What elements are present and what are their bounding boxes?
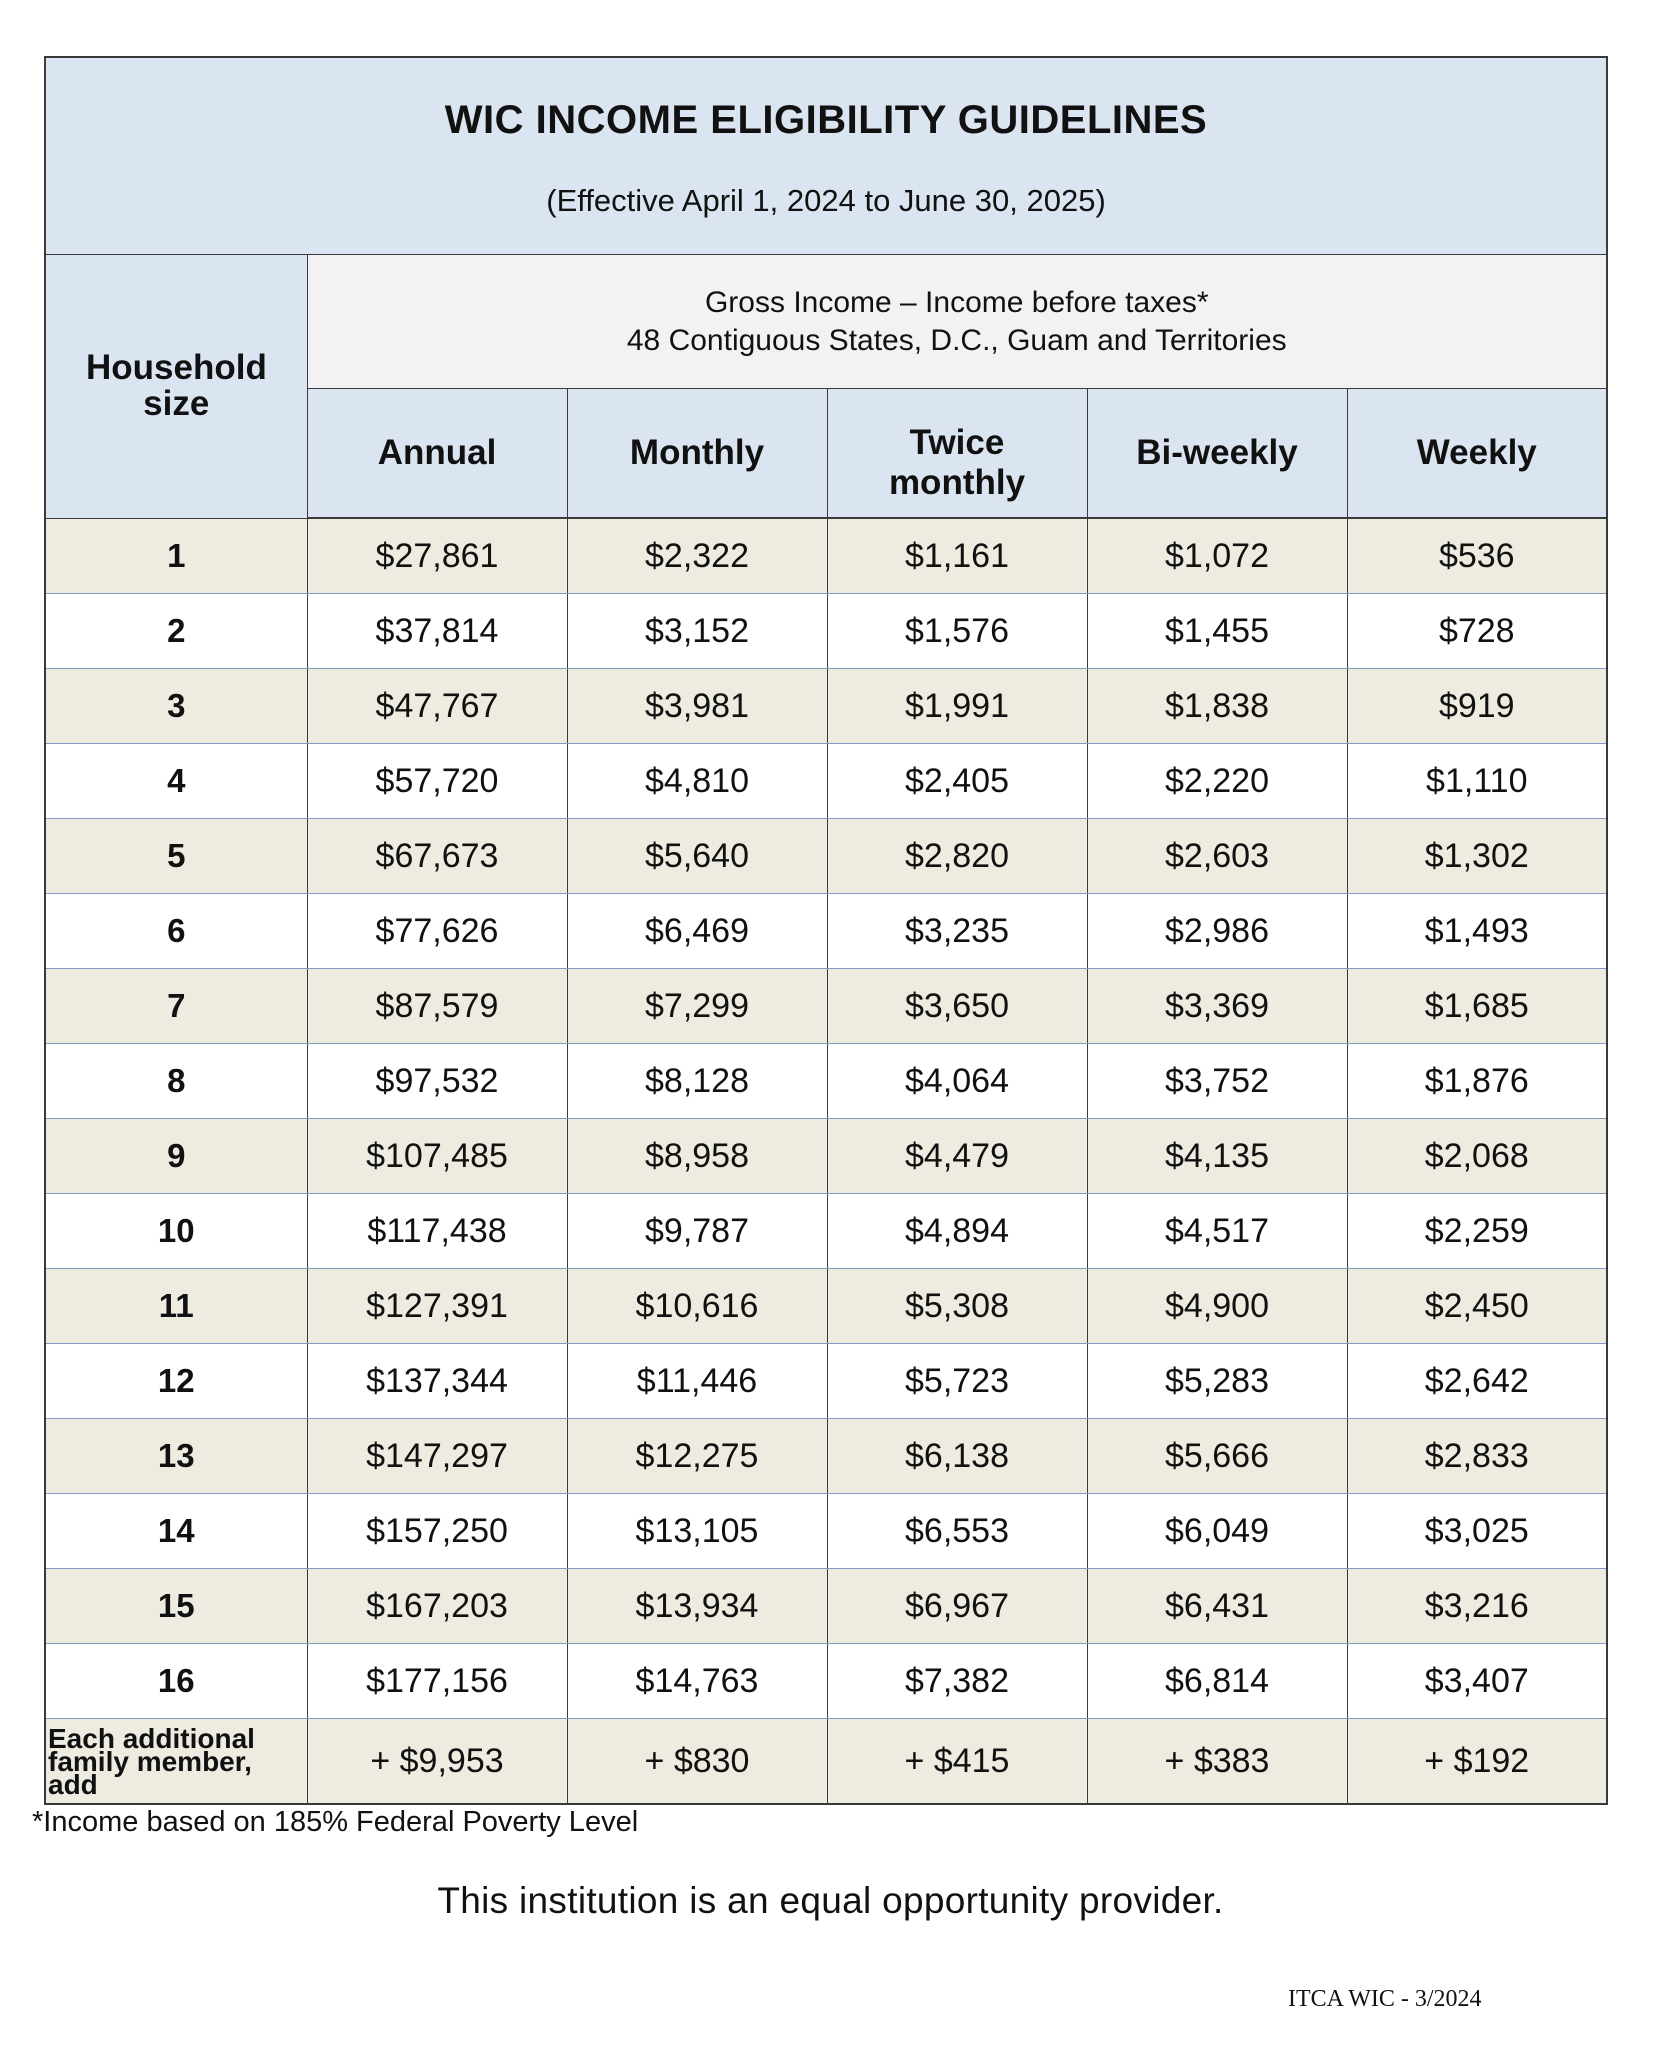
income-cell: $2,220 [1087, 744, 1347, 819]
table-row [45, 1269, 1607, 1344]
table-row [45, 1044, 1607, 1119]
household-size-cell: 10 [45, 1194, 307, 1269]
income-cell: $3,369 [1087, 969, 1347, 1044]
income-cell: $2,642 [1347, 1344, 1607, 1419]
income-cell: $3,152 [567, 594, 827, 669]
household-size-cell: 3 [45, 669, 307, 744]
column-header-bi-weekly: Bi-weekly [1087, 389, 1347, 519]
column-header-twice-monthly [827, 389, 1087, 519]
income-cell: $4,900 [1087, 1269, 1347, 1344]
income-cell: $7,299 [567, 969, 827, 1044]
income-cell: $3,025 [1347, 1494, 1607, 1569]
income-cell: $11,446 [567, 1344, 827, 1419]
table-row [45, 1194, 1607, 1269]
table-row [45, 894, 1607, 969]
column-header-twice-monthly-label: Twice monthly [888, 423, 1026, 502]
household-size-cell: 14 [45, 1494, 307, 1569]
income-cell: $1,493 [1347, 894, 1607, 969]
household-size-cell: 15 [45, 1569, 307, 1644]
income-cell: $2,986 [1087, 894, 1347, 969]
income-cell: $67,673 [307, 819, 567, 894]
equal-opportunity-statement: This institution is an equal opportunity provider. [437, 1880, 1224, 1921]
income-cell: $177,156 [307, 1644, 567, 1719]
household-size-cell: 13 [45, 1419, 307, 1494]
table-row [45, 518, 1607, 594]
income-cell: $3,981 [567, 669, 827, 744]
income-cell: $4,064 [827, 1044, 1087, 1119]
income-cell: $6,814 [1087, 1644, 1347, 1719]
income-cell: $13,105 [567, 1494, 827, 1569]
household-size-cell: 9 [45, 1119, 307, 1194]
income-cell: $2,405 [827, 744, 1087, 819]
household-size-cell: 5 [45, 819, 307, 894]
footnote: *Income based on 185% Federal Poverty Level [32, 1806, 639, 1838]
column-header-monthly: Monthly [567, 389, 827, 519]
income-cell: $6,967 [827, 1569, 1087, 1644]
income-cell: $1,161 [827, 518, 1087, 594]
income-cell: $127,391 [307, 1269, 567, 1344]
income-cell: $1,576 [827, 594, 1087, 669]
table-row [45, 1644, 1607, 1719]
additional-member-label: Each additional family member, add [45, 1719, 307, 1805]
column-header-annual: Annual [307, 389, 567, 519]
guidelines-sheet [44, 56, 1606, 1805]
income-cell: $1,072 [1087, 518, 1347, 594]
income-cell: $1,685 [1347, 969, 1607, 1044]
table-row [45, 1344, 1607, 1419]
table-row [45, 669, 1607, 744]
household-size-cell: 8 [45, 1044, 307, 1119]
household-size-cell: 12 [45, 1344, 307, 1419]
income-cell: $47,767 [307, 669, 567, 744]
gross-income-header [307, 255, 1607, 389]
income-cell: $6,049 [1087, 1494, 1347, 1569]
column-header-weekly: Weekly [1347, 389, 1607, 519]
income-cell: $8,128 [567, 1044, 827, 1119]
income-cell: $2,068 [1347, 1119, 1607, 1194]
table-row [45, 819, 1607, 894]
income-cell: $107,485 [307, 1119, 567, 1194]
title-block [45, 57, 1607, 255]
income-cell: $137,344 [307, 1344, 567, 1419]
household-size-cell: 6 [45, 894, 307, 969]
income-cell: $4,894 [827, 1194, 1087, 1269]
income-cell: $27,861 [307, 518, 567, 594]
income-cell: $728 [1347, 594, 1607, 669]
income-cell: $1,991 [827, 669, 1087, 744]
additional-member-cell: + $415 [827, 1719, 1087, 1805]
table-row [45, 1419, 1607, 1494]
table-row [45, 1119, 1607, 1194]
table-row [45, 594, 1607, 669]
income-cell: $1,455 [1087, 594, 1347, 669]
income-cell: $1,876 [1347, 1044, 1607, 1119]
income-cell: $3,235 [827, 894, 1087, 969]
income-cell: $6,553 [827, 1494, 1087, 1569]
household-size-cell: 11 [45, 1269, 307, 1344]
income-cell: $157,250 [307, 1494, 567, 1569]
income-cell: $2,322 [567, 518, 827, 594]
table-row [45, 969, 1607, 1044]
income-cell: $7,382 [827, 1644, 1087, 1719]
additional-member-row [45, 1719, 1607, 1805]
income-cell: $6,138 [827, 1419, 1087, 1494]
income-cell: $3,216 [1347, 1569, 1607, 1644]
income-cell: $5,640 [567, 819, 827, 894]
income-cell: $117,438 [307, 1194, 567, 1269]
table-row [45, 1494, 1607, 1569]
income-cell: $37,814 [307, 594, 567, 669]
income-cell: $3,650 [827, 969, 1087, 1044]
income-cell: $6,469 [567, 894, 827, 969]
income-cell: $77,626 [307, 894, 567, 969]
income-cell: $8,958 [567, 1119, 827, 1194]
income-cell: $167,203 [307, 1569, 567, 1644]
income-cell: $5,308 [827, 1269, 1087, 1344]
income-cell: $4,810 [567, 744, 827, 819]
income-cell: $2,259 [1347, 1194, 1607, 1269]
additional-member-cell: + $9,953 [307, 1719, 567, 1805]
income-cell: $14,763 [567, 1644, 827, 1719]
income-cell: $5,666 [1087, 1419, 1347, 1494]
document-title: WIC INCOME ELIGIBILITY GUIDELINES [444, 97, 1208, 142]
income-cell: $919 [1347, 669, 1607, 744]
household-size-cell: 16 [45, 1644, 307, 1719]
gross-income-line2: 48 Contiguous States, D.C., Guam and Territories [626, 323, 1287, 357]
income-cell: $2,820 [827, 819, 1087, 894]
income-cell: $147,297 [307, 1419, 567, 1494]
income-cell: $4,135 [1087, 1119, 1347, 1194]
table-body [45, 518, 1607, 1804]
income-cell: $12,275 [567, 1419, 827, 1494]
household-size-cell: 4 [45, 744, 307, 819]
income-cell: $3,407 [1347, 1644, 1607, 1719]
income-cell: $1,110 [1347, 744, 1607, 819]
income-cell: $2,833 [1347, 1419, 1607, 1494]
income-cell: $1,838 [1087, 669, 1347, 744]
additional-member-cell: + $830 [567, 1719, 827, 1805]
income-cell: $87,579 [307, 969, 567, 1044]
income-eligibility-table [44, 56, 1608, 1805]
income-cell: $9,787 [567, 1194, 827, 1269]
additional-member-cell: + $192 [1347, 1719, 1607, 1805]
income-cell: $13,934 [567, 1569, 827, 1644]
income-cell: $57,720 [307, 744, 567, 819]
income-cell: $536 [1347, 518, 1607, 594]
table-row [45, 1569, 1607, 1644]
income-cell: $4,517 [1087, 1194, 1347, 1269]
income-cell: $1,302 [1347, 819, 1607, 894]
effective-dates: (Effective April 1, 2024 to June 30, 2025) [546, 182, 1106, 218]
income-cell: $2,603 [1087, 819, 1347, 894]
gross-income-line1: Gross Income – Income before taxes* [704, 285, 1209, 319]
household-size-cell: 2 [45, 594, 307, 669]
income-cell: $6,431 [1087, 1569, 1347, 1644]
household-size-cell: 1 [45, 518, 307, 594]
income-cell: $10,616 [567, 1269, 827, 1344]
income-cell: $2,450 [1347, 1269, 1607, 1344]
table-row [45, 744, 1607, 819]
household-size-header: Household size [45, 255, 307, 519]
additional-member-cell: + $383 [1087, 1719, 1347, 1805]
income-cell: $5,283 [1087, 1344, 1347, 1419]
income-cell: $4,479 [827, 1119, 1087, 1194]
household-size-cell: 7 [45, 969, 307, 1044]
document-code: ITCA WIC - 3/2024 [1288, 1986, 1482, 2012]
income-cell: $3,752 [1087, 1044, 1347, 1119]
income-cell: $5,723 [827, 1344, 1087, 1419]
income-cell: $97,532 [307, 1044, 567, 1119]
